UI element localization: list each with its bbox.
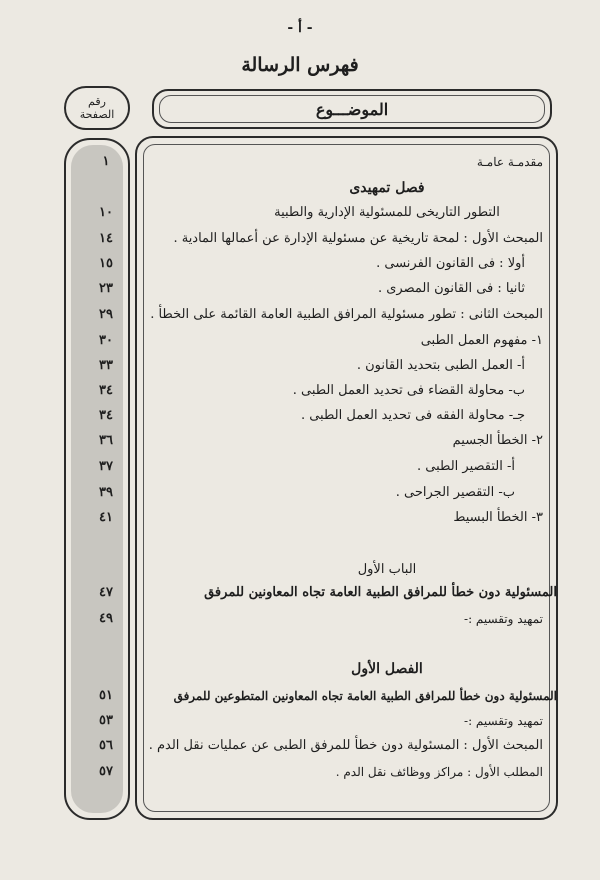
toc-page: ٢٩ (99, 307, 113, 322)
toc-page: ٣٠ (99, 333, 113, 348)
toc-text: مقدمـة عامـة (476, 155, 543, 169)
toc-page: ١٤ (99, 231, 113, 246)
toc-page: ٣٧ (99, 459, 113, 474)
toc-heading (75, 659, 563, 679)
toc-entry (75, 431, 563, 451)
subject-header-inner-border (159, 95, 545, 123)
toc-entry (75, 711, 563, 731)
toc-entry (75, 736, 563, 756)
toc-text: أ- التقصير الطبى . (417, 459, 515, 474)
page-column-header-line1: رقم (88, 95, 106, 108)
toc-entry (75, 229, 563, 249)
toc-page: ١٠ (99, 205, 113, 220)
toc-text: ب- محاولة القضاء فى تحديد العمل الطبى . (292, 383, 525, 398)
toc-entry (75, 203, 563, 223)
toc-page: ٤٧ (99, 585, 113, 600)
toc-entry (75, 406, 563, 426)
toc-page: ٤١ (99, 510, 113, 525)
toc-page: ٣٦ (99, 433, 113, 448)
toc-entry (75, 508, 563, 528)
toc-text: ١- مفهوم العمل الطبى (420, 333, 543, 348)
toc-page: ٣٩ (99, 485, 113, 500)
toc-entry (75, 331, 563, 351)
toc-page: ٣٤ (99, 383, 113, 398)
toc-page: ٥٣ (99, 713, 113, 728)
toc-text: ٣- الخطأ البسيط (453, 510, 543, 525)
toc-page: ٥١ (99, 688, 113, 703)
toc-text: المبحث الأول : المسئولية دون خطأ للمرفق الطبى عن عمليات نقل الدم . (148, 738, 543, 753)
toc-text: جـ- محاولة الفقه فى تحديد العمل الطبى . (300, 408, 525, 423)
toc-entry (75, 762, 563, 782)
toc-page: ٢٣ (99, 281, 113, 296)
page-column-header (64, 86, 130, 130)
subject-header-label: الموضـــوع (315, 99, 389, 119)
toc-entry (75, 686, 563, 706)
toc-page: ٥٦ (99, 738, 113, 753)
toc-entry (75, 356, 563, 376)
toc-entry (75, 483, 563, 503)
toc-entry (75, 254, 563, 274)
toc-text: تمهيد وتقسيم :- (464, 714, 543, 728)
toc-page: ٣٤ (99, 408, 113, 423)
toc-entry (75, 381, 563, 401)
toc-entry (75, 305, 563, 325)
toc-text: تمهيد وتقسيم :- (464, 612, 543, 626)
toc-text: الباب الأول (357, 562, 417, 577)
subject-header (152, 89, 552, 129)
toc-text: التطور التاريخى للمسئولية الإدارية والطبية (274, 205, 500, 220)
toc-text: المطلب الأول : مراكز ووظائف نقل الدم . (335, 765, 543, 779)
toc-text: فصل تمهيدى (349, 180, 425, 196)
toc-text: أ- العمل الطبى بتحديد القانون . (356, 358, 525, 373)
toc-page: ٤٩ (99, 611, 113, 626)
page-number: - أ - (287, 20, 313, 36)
toc-entry (75, 609, 563, 629)
toc-entry (75, 152, 563, 172)
toc-entry (75, 457, 563, 477)
toc-text: المبحث الثانى : تطور مسئولية المرافق الطبية العامة القائمة على الخطأ . (150, 307, 543, 322)
toc-text: الفصل الأول (351, 661, 423, 677)
toc-page: ١٥ (99, 256, 113, 271)
toc-text: المسئولية دون خطأ للمرافق الطبية العامة تجاه المعاونين للمرفق (204, 585, 557, 600)
page-column-header-line2: الصفحة (79, 108, 115, 121)
toc-text: ثانيا : فى القانون المصرى . (377, 281, 525, 296)
toc-page: ٥٧ (99, 764, 113, 779)
page-title: فهرس الرسالة (241, 54, 359, 76)
toc-text: أولا : فى القانون الفرنسى . (376, 256, 525, 271)
toc-heading (75, 178, 563, 198)
toc-text: ب- التقصير الجراحى . (395, 485, 515, 500)
toc-text: المسئولية دون خطأ للمرافق الطبية العامة تجاه المعاونين المتطوعين للمرفق (173, 689, 557, 703)
toc-text: المبحث الأول : لمحة تاريخية عن مسئولية الإدارة عن أعمالها المادية . (173, 231, 543, 246)
toc-page: ١ (102, 154, 110, 169)
toc-heading (75, 560, 563, 580)
toc-page: ٣٣ (99, 358, 113, 373)
toc-entry (75, 279, 563, 299)
toc-entry (75, 583, 563, 603)
toc-text: ٢- الخطأ الجسيم (452, 433, 543, 448)
